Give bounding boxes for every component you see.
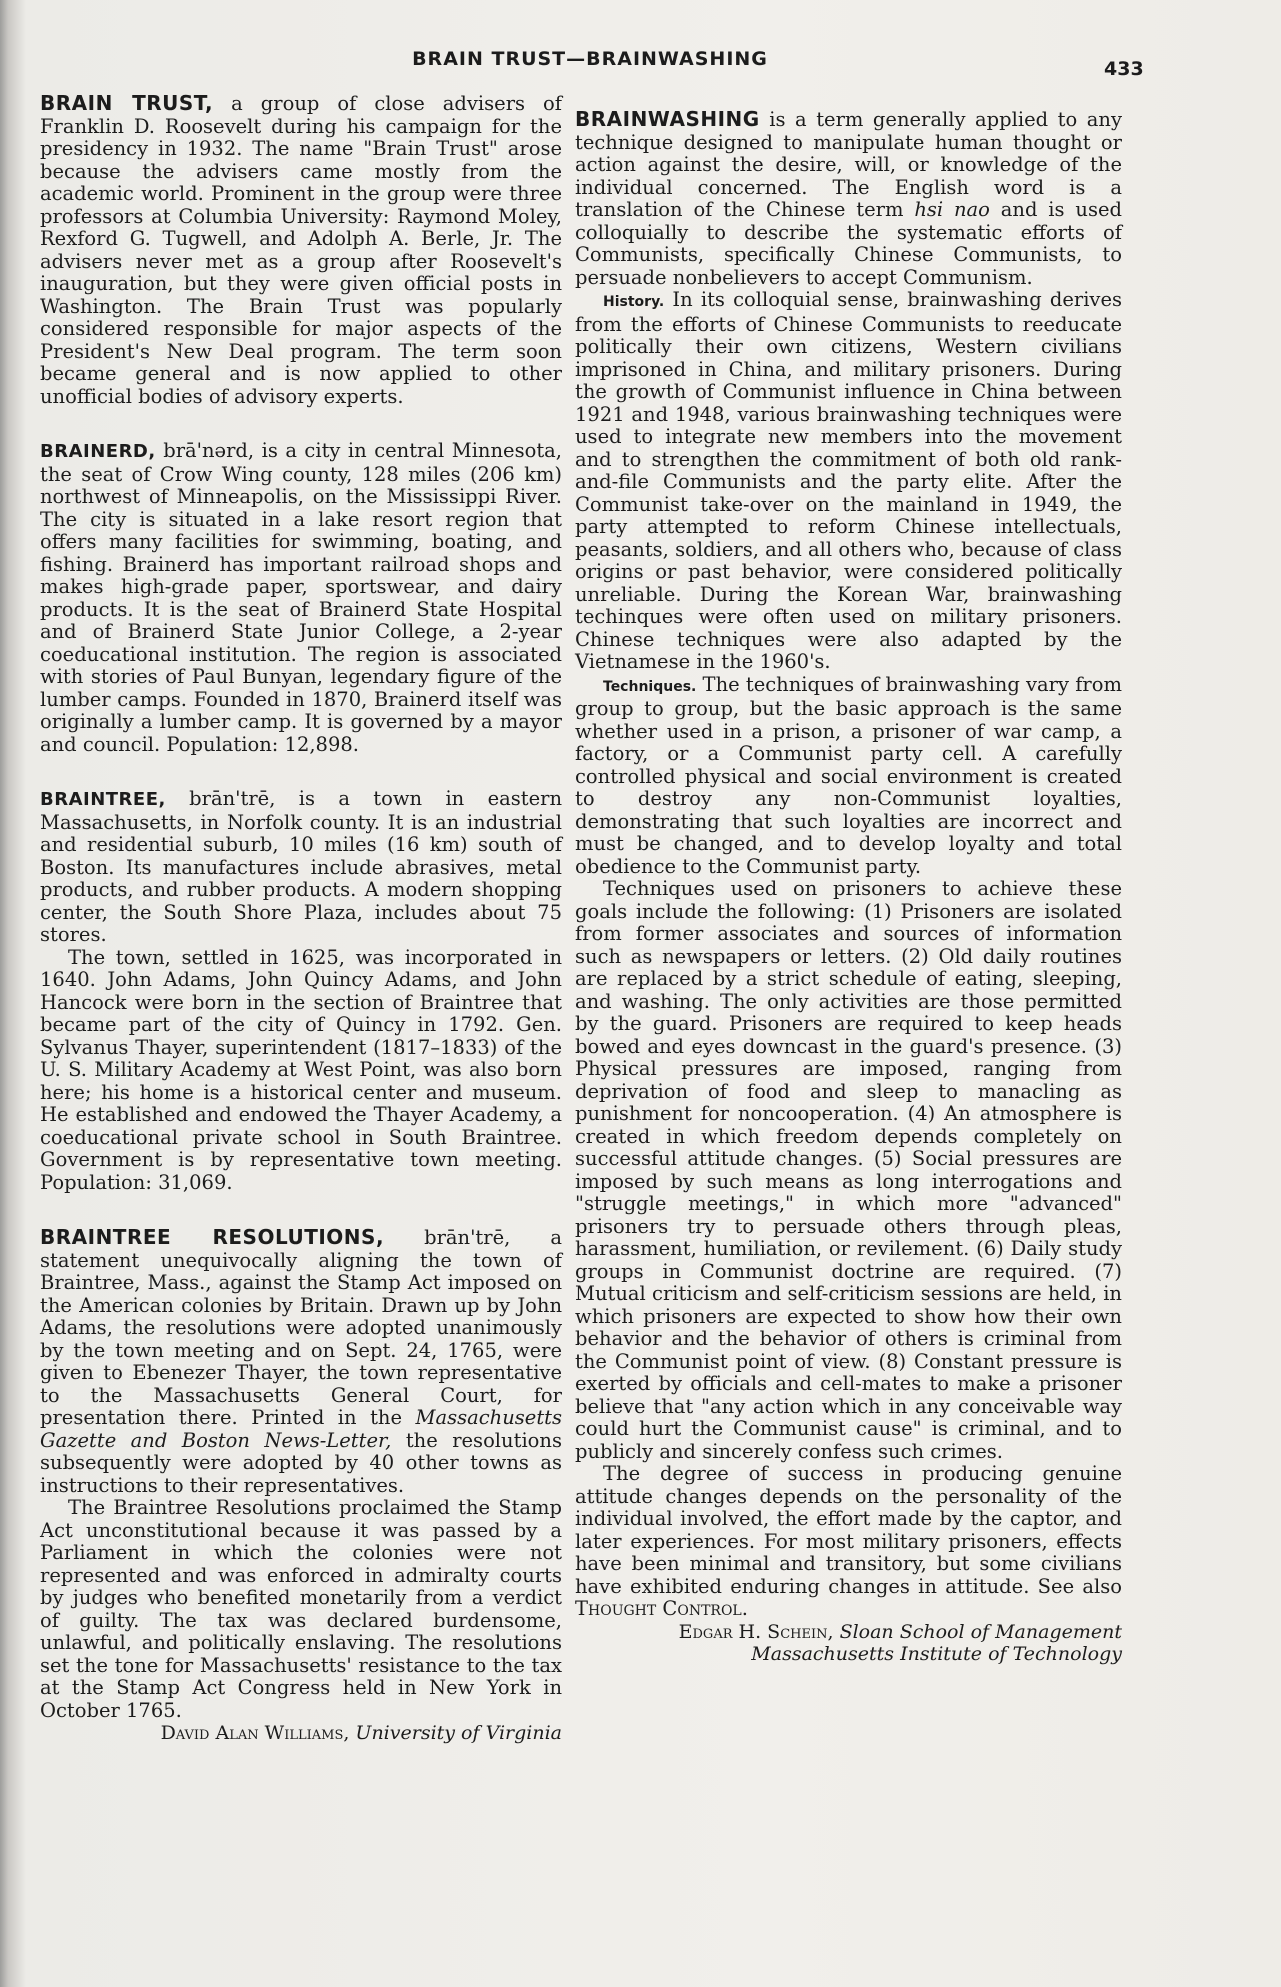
subhead-history: History. bbox=[603, 294, 665, 310]
author-attribution bbox=[40, 1722, 562, 1745]
entry-brain-trust bbox=[40, 92, 562, 408]
left-column bbox=[40, 92, 562, 1777]
entry-braintree bbox=[40, 788, 562, 1194]
entry-paragraph: The town, settled in 1625, was incorporated in 1640. John Adams, John Quincy Adams, and John Hancock were born in the section of Braintree that became part of the city of Quincy in 1792. Gen. Sylvanus Thayer, superintendent (1817–1833) of the U. S. Military Academy at West Point, was also born here; his home is a historical center and museum. He established and endowed the Thayer Academy, a coeducational private school in South Braintree. Government is by representative town meeting. Population: 31,069. bbox=[40, 945, 562, 1194]
entry-brainwashing bbox=[575, 108, 1122, 1666]
entry-title: BRAINTREE, bbox=[40, 789, 166, 810]
author-name: David Alan Williams, bbox=[160, 1722, 350, 1744]
running-header: BRAIN TRUST—BRAINWASHING bbox=[412, 48, 768, 70]
entry-title: BRAINTREE RESOLUTIONS, bbox=[40, 1225, 385, 1249]
subhead-techniques: Techniques. bbox=[603, 678, 697, 695]
right-column bbox=[575, 108, 1122, 1698]
entry-text: and is used colloquially to describe the systematic efforts of Communists, specifically Chinese Communists, to persuade nonbelievers to accept Communism. bbox=[575, 198, 1122, 289]
see-also-link: Thought Control. bbox=[575, 1597, 748, 1620]
success-text: The degree of success in producing genuine attitude changes depends on the personality of the individual involved, the effort made by the captor, and later experiences. For most military prisoners, effects have been minimal and transitory, but some civilians have exhibited enduring changes in attitude. See also bbox=[575, 1462, 1122, 1598]
page-number: 433 bbox=[1104, 58, 1144, 80]
entry-paragraph: The Braintree Resolutions proclaimed the Stamp Act unconstitutional because it was passed by a Parliament in which the colonies were not represented and was enforced in admiralty courts by judges who benefited monetarily from a verdict of guilty. The tax was declared burdensome, unlawful, and politically enslaving. The resolutions set the tone for Massachusetts' resistance to the tax at the Stamp Act Congress held in New York in October 1765. bbox=[40, 1496, 562, 1722]
author-affiliation: University of Virginia bbox=[349, 1722, 562, 1744]
author-attribution bbox=[575, 1621, 1122, 1644]
entry-title: BRAINERD, bbox=[40, 441, 156, 462]
publication-title: Massachusetts Gazette and Boston News-Letter, bbox=[40, 1406, 562, 1452]
author-institution: Massachusetts Institute of Technology bbox=[751, 1643, 1122, 1665]
entry-text: a group of close advisers of Franklin D. Roosevelt during his campaign for the presidency in 1932. The name "Brain Trust" arose because the advisers came mostly from the academic world. Prominent in the group were three professors at Columbia University: Raymond Moley, Rexford G. Tugwell, and Adolph A. Berle, Jr. The advisers never met as a group after Roosevelt's inauguration, but they were given official posts in Washington. The Brain Trust was popularly considered responsible for major aspects of the President's New Deal program. The term soon became general and is now applied to other unofficial bodies of advisory experts. bbox=[40, 92, 563, 408]
techniques-text: The techniques of brainwashing vary from group to group, but the basic approach is the same whether used in a prison, a prisoner of war camp, a factory, or a Communist party cell. A carefully controlled physical and social environment is created to destroy any non-Communist loyalties, demonstrating that such loyalties are incorrect and must be changed, and to develop loyalty and total obedience to the Communist party. bbox=[575, 672, 1122, 878]
history-text: In its colloquial sense, brainwashing derives from the efforts of Chinese Communists to reeducate politically their own citizens, Western civilians imprisoned in China, and military prisoners. During the growth of Communist influence in China between 1921 and 1948, various brainwashing techniques were used to integrate new members into the movement and to strengthen the commitment of both old rank-and-file Communists and the party elite. After the Communist take-over on the mainland in 1949, the party attempted to reform Chinese intellectuals, peasants, soldiers, and all others who, because of class origins or past behavior, were considered politically unreliable. During the Korean War, brainwashing techinques were often used on military prisoners. Chinese techniques were also adapted by the Vietnamese in the 1960's. bbox=[575, 288, 1122, 673]
chinese-term: hsi nao bbox=[914, 198, 990, 221]
entry-text: is a term generally applied to any technique designed to manipulate human thought or action against the desire, will, or knowledge of the individual concerned. The English word is a translation of the Chinese term bbox=[575, 108, 1122, 221]
author-affiliation-line2 bbox=[575, 1643, 1122, 1666]
entry-braintree-resolutions bbox=[40, 1226, 562, 1745]
entry-text: brān'trē, is a town in eastern Massachusetts, in Norfolk county. It is an industrial and residential suburb, 10 miles (16 km) south of Boston. Its manufactures include abrasives, metal products, and rubber products. A modern shopping center, the South Shore Plaza, includes about 75 stores. bbox=[40, 787, 562, 946]
author-name: Edgar H. Schein, bbox=[678, 1620, 834, 1643]
entry-title: BRAIN TRUST, bbox=[40, 91, 214, 115]
entry-text: brān'trē, a statement unequivocally aligning the town of Braintree, Mass., against the Stamp Act imposed on the American colonies by Britain. Drawn up by John Adams, the resolutions were adopted unanimously by the town meeting and on Sept. 24, 1765, were given to Ebenezer Thayer, the town representative to the Massachusetts General Court, for presentation there. Printed in the bbox=[40, 1226, 562, 1429]
author-affiliation: Sloan School of Management bbox=[833, 1620, 1122, 1643]
entry-text: brā'nərd, is a city in central Minnesota, the seat of Crow Wing county, 128 miles (206 km) northwest of Minneapolis, on the Mississippi River. The city is situated in a lake resort region that offers many facilities for swimming, boating, and fishing. Brainerd has important railroad shops and makes high-grade paper, sportswear, and dairy products. It is the seat of Brainerd State Hospital and of Brainerd State Junior College, a 2-year coeducational institution. The region is associated with stories of Paul Bunyan, legendary figure of the lumber camps. Founded in 1870, Brainerd itself was originally a lumber camp. It is governed by a mayor and council. Population: 12,898. bbox=[40, 439, 562, 756]
entry-brainerd bbox=[40, 440, 562, 756]
techniques-list-paragraph: Techniques used on prisoners to achieve these goals include the following: (1) Prisoners are isolated from former associates and sources of information such as newspapers or letters. (2) Old daily routines are replaced by a strict schedule of eating, sleeping, and washing. The only activities are those permitted by the guard. Prisoners are required to keep heads bowed and eyes downcast in the guard's presence. (3) Physical pressures are imposed, ranging from deprivation of food and sleep to manacling as punishment for noncooperation. (4) An atmosphere is created in which freedom depends completely on successful attitude changes. (5) Social pressures are imposed by such means as long interrogations and "struggle meetings," in which more "advanced" prisoners try to persuade others through pleas, harassment, humiliation, or revilement. (6) Daily study groups in Communist doctrine are required. (7) Mutual criticism and self-criticism sessions are held, in which prisoners are expected to show how their own behavior and the behavior of others is criminal from the Communist point of view. (8) Constant pressure is exerted by officials and cell-mates to make a prisoner believe that "any action which in any conceivable way could hurt the Communist cause" is criminal, and to publicly and sincerely confess such crimes. bbox=[575, 877, 1122, 1463]
entry-title: BRAINWASHING bbox=[575, 107, 760, 131]
entry-text: the resolutions subsequently were adopted by 40 other towns as instructions to their representatives. bbox=[40, 1428, 562, 1497]
